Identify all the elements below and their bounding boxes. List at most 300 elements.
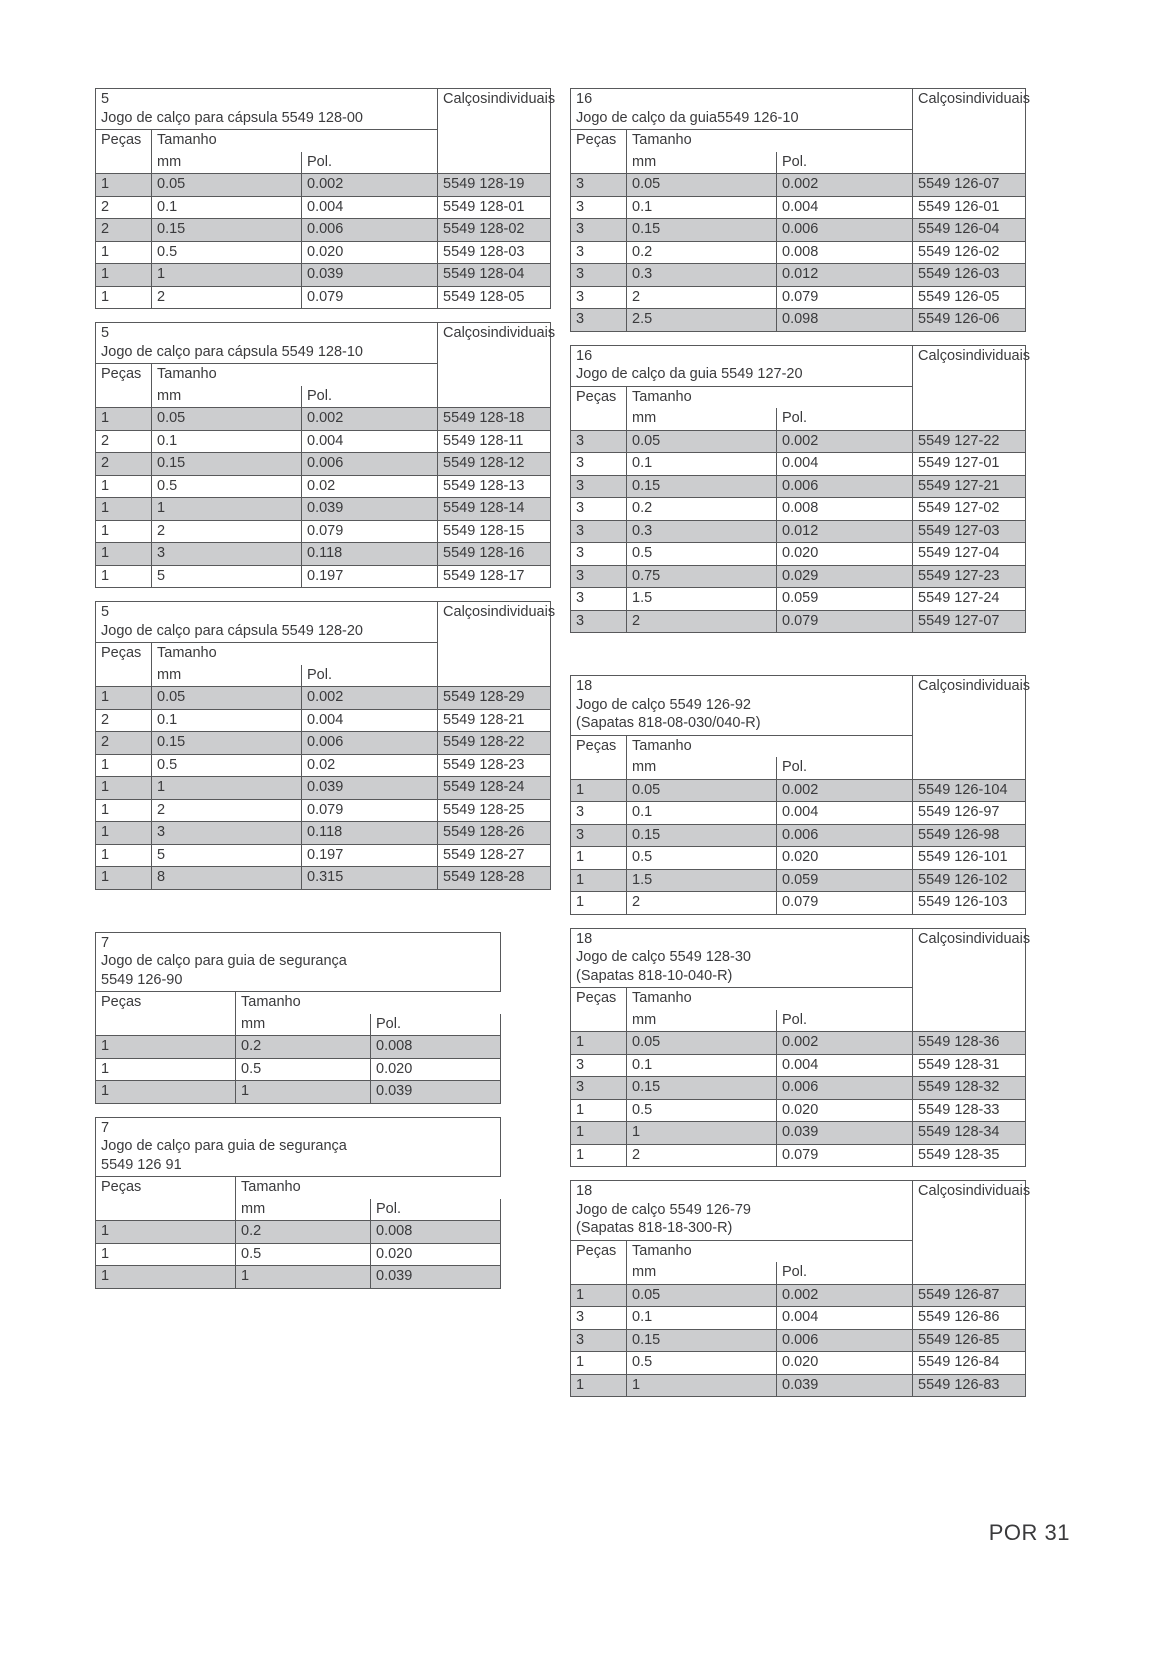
table-row <box>571 241 1026 264</box>
cell-pecas: 1 <box>96 1058 236 1081</box>
cell-mm: 2 <box>627 1144 777 1167</box>
cell-mm: 1 <box>236 1266 371 1289</box>
cell-pol: 0.118 <box>302 543 438 566</box>
header-pecas: Peças <box>571 386 627 430</box>
table-row <box>571 1077 1026 1100</box>
cell-pecas: 3 <box>571 543 627 566</box>
cell-mm: 0.1 <box>627 1307 777 1330</box>
set-title-cell <box>96 932 501 992</box>
cell-mm: 0.3 <box>627 520 777 543</box>
table-row <box>571 543 1026 566</box>
header-mm: mm <box>152 152 302 174</box>
table-header-row <box>571 928 1026 988</box>
cell-mm: 1 <box>152 498 302 521</box>
order-column-header <box>913 345 1031 430</box>
cell-pol: 0.020 <box>777 1099 913 1122</box>
cell-order-number: 5549 127-02 <box>913 498 1026 521</box>
set-title-cell <box>96 323 438 364</box>
header-pecas: Peças <box>571 1240 627 1284</box>
cell-pol: 0.02 <box>302 754 438 777</box>
cell-mm: 0.1 <box>152 196 302 219</box>
cell-pol: 0.079 <box>777 286 913 309</box>
cell-pecas: 3 <box>571 1329 627 1352</box>
order-header-line-2: individuais <box>487 325 556 341</box>
cell-pol: 0.006 <box>777 219 913 242</box>
set-title-text: Jogo de calço para cápsula 5549 128-10 <box>101 343 363 360</box>
cell-mm: 0.05 <box>152 174 302 197</box>
cell-order-number: 5549 128-34 <box>913 1122 1026 1145</box>
header-mm: mm <box>627 1262 777 1284</box>
cell-pol: 0.079 <box>302 799 438 822</box>
cell-order-number: 5549 127-03 <box>913 520 1026 543</box>
table-row <box>571 1374 1026 1397</box>
cell-pecas: 2 <box>96 732 152 755</box>
cell-pol: 0.197 <box>302 844 438 867</box>
set-title-cell <box>96 1117 501 1177</box>
table-header-row <box>96 1117 501 1177</box>
cell-mm: 0.05 <box>152 687 302 710</box>
order-header-line-1: Calços <box>443 604 488 620</box>
cell-order-number: 5549 128-05 <box>438 286 551 309</box>
cell-mm: 0.1 <box>152 709 302 732</box>
cell-pecas: 1 <box>96 822 152 845</box>
shim-set-table <box>570 675 1031 915</box>
cell-pecas: 2 <box>96 219 152 242</box>
cell-pecas: 3 <box>571 309 627 332</box>
cell-mm: 0.05 <box>627 1032 777 1055</box>
table-row <box>96 732 551 755</box>
cell-pol: 0.006 <box>777 1329 913 1352</box>
left-column <box>95 88 556 1302</box>
cell-pol: 0.002 <box>302 174 438 197</box>
cell-order-number: 5549 127-21 <box>913 475 1026 498</box>
set-piece-count: 5 <box>101 325 110 341</box>
table-row <box>571 802 1026 825</box>
table-row <box>571 174 1026 197</box>
header-mm: mm <box>152 665 302 687</box>
set-piece-count: 7 <box>101 934 110 951</box>
cell-pol: 0.002 <box>302 408 438 431</box>
cell-order-number: 5549 126-07 <box>913 174 1026 197</box>
cell-mm: 0.05 <box>152 408 302 431</box>
cell-mm: 0.15 <box>152 732 302 755</box>
table-row <box>571 610 1026 633</box>
order-column-header <box>913 1181 1031 1285</box>
cell-pecas: 1 <box>96 475 152 498</box>
header-tamanho: Tamanho <box>627 386 913 408</box>
cell-pol: 0.002 <box>777 1284 913 1307</box>
header-tamanho: Tamanho <box>152 130 438 152</box>
column-header-row-1 <box>96 992 501 1014</box>
cell-pol: 0.059 <box>777 869 913 892</box>
table-row <box>571 475 1026 498</box>
table-row <box>571 824 1026 847</box>
table-row <box>96 1081 501 1104</box>
cell-pecas: 3 <box>571 430 627 453</box>
cell-order-number: 5549 128-13 <box>438 475 551 498</box>
table-row <box>96 498 551 521</box>
table-row <box>96 174 551 197</box>
cell-mm: 1 <box>627 1122 777 1145</box>
cell-mm: 0.2 <box>236 1221 371 1244</box>
set-title-cell <box>571 345 913 386</box>
cell-pecas: 3 <box>571 1307 627 1330</box>
set-piece-count: 5 <box>101 604 110 620</box>
cell-order-number: 5549 126-101 <box>913 847 1026 870</box>
cell-pol: 0.006 <box>302 732 438 755</box>
cell-mm: 0.2 <box>627 498 777 521</box>
cell-order-number: 5549 128-11 <box>438 430 551 453</box>
set-title-text: Jogo de calço da guia5549 126-10 <box>576 109 799 126</box>
cell-pol: 0.098 <box>777 309 913 332</box>
cell-mm: 0.15 <box>627 1329 777 1352</box>
cell-pecas: 1 <box>571 1032 627 1055</box>
table-row <box>96 241 551 264</box>
cell-mm: 1 <box>236 1081 371 1104</box>
cell-pol: 0.020 <box>302 241 438 264</box>
cell-pol: 0.079 <box>777 892 913 915</box>
table-row <box>571 1122 1026 1145</box>
order-header-line-1: Calços <box>918 930 963 947</box>
header-pecas: Peças <box>96 364 152 408</box>
cell-pecas: 2 <box>96 196 152 219</box>
cell-pecas: 3 <box>571 802 627 825</box>
set-title-cell <box>96 602 438 643</box>
table-row <box>96 264 551 287</box>
table-row <box>571 1284 1026 1307</box>
header-tamanho: Tamanho <box>627 735 913 757</box>
cell-pol: 0.039 <box>371 1266 501 1289</box>
cell-pol: 0.039 <box>777 1122 913 1145</box>
cell-mm: 2 <box>627 610 777 633</box>
cell-pol: 0.039 <box>371 1081 501 1104</box>
cell-mm: 3 <box>152 822 302 845</box>
order-column-header <box>438 323 556 408</box>
header-tamanho: Tamanho <box>627 1240 913 1262</box>
table-row <box>571 779 1026 802</box>
table-row <box>96 844 551 867</box>
cell-mm: 2 <box>152 520 302 543</box>
table-row <box>571 498 1026 521</box>
table-header-row <box>571 1181 1026 1241</box>
cell-mm: 0.5 <box>627 1352 777 1375</box>
cell-mm: 0.2 <box>236 1036 371 1059</box>
table-row <box>96 687 551 710</box>
set-subtitle-text: (Sapatas 818-10-040-R) <box>576 967 733 984</box>
cell-pecas: 1 <box>96 498 152 521</box>
order-header-line-2: individuais <box>962 347 1031 364</box>
cell-mm: 0.5 <box>627 543 777 566</box>
cell-pecas: 1 <box>96 867 152 890</box>
table-row <box>571 264 1026 287</box>
table-row <box>571 309 1026 332</box>
cell-pecas: 3 <box>571 498 627 521</box>
column-header-row-1 <box>96 1177 501 1199</box>
cell-pecas: 1 <box>571 869 627 892</box>
cell-pecas: 1 <box>96 543 152 566</box>
table-header-row <box>96 932 501 992</box>
cell-order-number: 5549 128-17 <box>438 565 551 588</box>
cell-order-number: 5549 126-85 <box>913 1329 1026 1352</box>
table-row <box>571 1352 1026 1375</box>
cell-pecas: 3 <box>571 610 627 633</box>
cell-order-number: 5549 126-102 <box>913 869 1026 892</box>
cell-pol: 0.006 <box>302 219 438 242</box>
cell-mm: 0.05 <box>627 1284 777 1307</box>
header-mm: mm <box>236 1014 371 1036</box>
header-pecas: Peças <box>96 643 152 687</box>
set-subtitle-text: (Sapatas 818-18-300-R) <box>576 1220 733 1236</box>
cell-order-number: 5549 127-24 <box>913 588 1026 611</box>
cell-pecas: 1 <box>571 1122 627 1145</box>
shim-set-table <box>95 88 556 309</box>
cell-pecas: 1 <box>96 520 152 543</box>
cell-mm: 0.05 <box>627 779 777 802</box>
right-column <box>570 88 1031 1410</box>
header-pol: Pol. <box>302 386 438 408</box>
table-row <box>571 219 1026 242</box>
cell-pol: 0.039 <box>302 264 438 287</box>
table-row <box>96 799 551 822</box>
cell-pecas: 1 <box>96 1081 236 1104</box>
set-title-cell <box>571 1181 913 1241</box>
cell-pol: 0.020 <box>371 1058 501 1081</box>
cell-pecas: 1 <box>96 286 152 309</box>
table-row <box>571 1099 1026 1122</box>
cell-mm: 8 <box>152 867 302 890</box>
order-header-line-1: Calços <box>918 678 963 694</box>
cell-pol: 0.008 <box>777 241 913 264</box>
header-tamanho: Tamanho <box>627 988 913 1010</box>
cell-pecas: 1 <box>96 1266 236 1289</box>
cell-pol: 0.002 <box>777 779 913 802</box>
cell-order-number: 5549 126-03 <box>913 264 1026 287</box>
cell-mm: 1.5 <box>627 588 777 611</box>
cell-order-number: 5549 128-28 <box>438 867 551 890</box>
cell-mm: 0.15 <box>152 453 302 476</box>
cell-order-number: 5549 126-06 <box>913 309 1026 332</box>
order-column-header <box>913 928 1031 1032</box>
set-piece-count: 16 <box>576 91 593 107</box>
cell-pol: 0.118 <box>302 822 438 845</box>
cell-mm: 0.3 <box>627 264 777 287</box>
cell-pecas: 3 <box>571 219 627 242</box>
cell-pol: 0.002 <box>777 430 913 453</box>
set-title-text: Jogo de calço para cápsula 5549 128-00 <box>101 109 363 126</box>
table-header-row <box>96 89 551 130</box>
table-row <box>571 1329 1026 1352</box>
cell-pecas: 1 <box>571 1352 627 1375</box>
order-header-line-2: individuais <box>962 678 1031 694</box>
cell-pol: 0.020 <box>777 847 913 870</box>
cell-mm: 2 <box>627 892 777 915</box>
table-row <box>96 777 551 800</box>
table-row <box>96 219 551 242</box>
cell-order-number: 5549 126-97 <box>913 802 1026 825</box>
cell-pecas: 1 <box>96 844 152 867</box>
cell-pecas: 3 <box>571 824 627 847</box>
table-row <box>571 520 1026 543</box>
cell-order-number: 5549 126-87 <box>913 1284 1026 1307</box>
cell-order-number: 5549 127-22 <box>913 430 1026 453</box>
cell-order-number: 5549 128-36 <box>913 1032 1026 1055</box>
set-piece-count: 7 <box>101 1119 110 1136</box>
table-row <box>96 520 551 543</box>
cell-pecas: 1 <box>96 687 152 710</box>
header-pol: Pol. <box>302 665 438 687</box>
order-column-header <box>438 602 556 687</box>
shim-set-table <box>570 1180 1031 1397</box>
cell-mm: 0.05 <box>627 174 777 197</box>
cell-mm: 3 <box>152 543 302 566</box>
cell-pol: 0.079 <box>777 610 913 633</box>
order-header-line-1: Calços <box>443 91 488 107</box>
cell-order-number: 5549 126-103 <box>913 892 1026 915</box>
table-row <box>571 565 1026 588</box>
table-row <box>96 822 551 845</box>
cell-pol: 0.029 <box>777 565 913 588</box>
header-pecas: Peças <box>96 1177 236 1221</box>
cell-pol: 0.004 <box>302 430 438 453</box>
cell-order-number: 5549 128-16 <box>438 543 551 566</box>
set-title-cell <box>96 89 438 130</box>
header-pol: Pol. <box>777 152 913 174</box>
cell-mm: 1 <box>152 264 302 287</box>
cell-order-number: 5549 126-104 <box>913 779 1026 802</box>
cell-pecas: 1 <box>571 1374 627 1397</box>
header-tamanho: Tamanho <box>236 992 501 1014</box>
cell-pol: 0.012 <box>777 520 913 543</box>
set-title-text: Jogo de calço da guia 5549 127-20 <box>576 366 803 382</box>
cell-mm: 0.15 <box>627 219 777 242</box>
cell-pecas: 1 <box>571 1144 627 1167</box>
table-header-row <box>571 89 1026 130</box>
table-row <box>96 475 551 498</box>
cell-pecas: 3 <box>571 1054 627 1077</box>
table-row <box>571 869 1026 892</box>
header-mm: mm <box>627 1010 777 1032</box>
set-subtitle-text: (Sapatas 818-08-030/040-R) <box>576 715 761 731</box>
shim-set-table <box>95 601 556 890</box>
table-row <box>96 1243 501 1266</box>
table-row <box>96 408 551 431</box>
cell-pol: 0.006 <box>777 475 913 498</box>
cell-mm: 0.5 <box>236 1243 371 1266</box>
cell-pecas: 1 <box>96 174 152 197</box>
cell-order-number: 5549 127-04 <box>913 543 1026 566</box>
right-column-tables <box>570 88 1031 1397</box>
cell-order-number: 5549 128-25 <box>438 799 551 822</box>
cell-pol: 0.006 <box>777 1077 913 1100</box>
cell-order-number: 5549 126-84 <box>913 1352 1026 1375</box>
cell-pecas: 1 <box>571 847 627 870</box>
table-row <box>571 1144 1026 1167</box>
cell-order-number: 5549 128-01 <box>438 196 551 219</box>
set-piece-count: 5 <box>101 91 110 107</box>
cell-mm: 0.05 <box>627 430 777 453</box>
cell-mm: 1 <box>627 1374 777 1397</box>
table-row <box>571 1307 1026 1330</box>
cell-mm: 1.5 <box>627 869 777 892</box>
cell-mm: 2 <box>152 286 302 309</box>
cell-pol: 0.002 <box>777 174 913 197</box>
cell-pol: 0.020 <box>777 1352 913 1375</box>
cell-mm: 0.1 <box>627 196 777 219</box>
set-title-text: Jogo de calço 5549 126-92 <box>576 696 751 713</box>
cell-mm: 0.5 <box>236 1058 371 1081</box>
left-upper-tables <box>95 88 556 890</box>
cell-mm: 5 <box>152 565 302 588</box>
set-title-cell <box>571 928 913 988</box>
cell-mm: 0.5 <box>152 754 302 777</box>
cell-pecas: 1 <box>96 799 152 822</box>
header-pol: Pol. <box>777 408 913 430</box>
right-column-gap-spacer <box>570 646 1025 675</box>
set-piece-count: 18 <box>576 1183 593 1199</box>
cell-pecas: 3 <box>571 286 627 309</box>
cell-pecas: 2 <box>96 709 152 732</box>
cell-pol: 0.006 <box>777 824 913 847</box>
cell-order-number: 5549 128-29 <box>438 687 551 710</box>
cell-pecas: 2 <box>96 430 152 453</box>
cell-pol: 0.315 <box>302 867 438 890</box>
shim-set-table <box>570 345 1031 634</box>
cell-pecas: 3 <box>571 196 627 219</box>
cell-order-number: 5549 126-05 <box>913 286 1026 309</box>
cell-pecas: 3 <box>571 241 627 264</box>
cell-pol: 0.079 <box>302 286 438 309</box>
header-mm: mm <box>152 386 302 408</box>
set-title-cell <box>571 89 913 130</box>
cell-pecas: 1 <box>571 779 627 802</box>
cell-mm: 0.5 <box>627 1099 777 1122</box>
cell-mm: 0.15 <box>627 824 777 847</box>
header-tamanho: Tamanho <box>627 130 913 152</box>
cell-pol: 0.197 <box>302 565 438 588</box>
table-row <box>96 1266 501 1289</box>
order-header-line-2: individuais <box>487 604 556 620</box>
set-title-text: Jogo de calço para guia de segurança <box>101 953 347 969</box>
cell-order-number: 5549 128-33 <box>913 1099 1026 1122</box>
header-pecas: Peças <box>571 988 627 1032</box>
table-header-row <box>96 602 551 643</box>
cell-mm: 2 <box>152 799 302 822</box>
cell-order-number: 5549 128-04 <box>438 264 551 287</box>
table-row <box>571 1032 1026 1055</box>
cell-pecas: 3 <box>571 588 627 611</box>
table-row <box>96 453 551 476</box>
header-mm: mm <box>627 757 777 779</box>
table-row <box>96 1036 501 1059</box>
cell-order-number: 5549 128-22 <box>438 732 551 755</box>
cell-pol: 0.004 <box>777 196 913 219</box>
column-gap-spacer <box>95 903 550 932</box>
cell-pol: 0.008 <box>777 498 913 521</box>
header-pecas: Peças <box>96 130 152 174</box>
cell-pecas: 1 <box>96 754 152 777</box>
cell-pol: 0.008 <box>371 1221 501 1244</box>
cell-pol: 0.004 <box>777 453 913 476</box>
table-header-row <box>96 323 551 364</box>
cell-pecas: 2 <box>96 453 152 476</box>
cell-pol: 0.079 <box>777 1144 913 1167</box>
table-row <box>571 286 1026 309</box>
table-row <box>571 588 1026 611</box>
set-piece-count: 16 <box>576 347 593 364</box>
cell-order-number: 5549 128-31 <box>913 1054 1026 1077</box>
cell-pecas: 3 <box>571 565 627 588</box>
cell-mm: 0.2 <box>627 241 777 264</box>
